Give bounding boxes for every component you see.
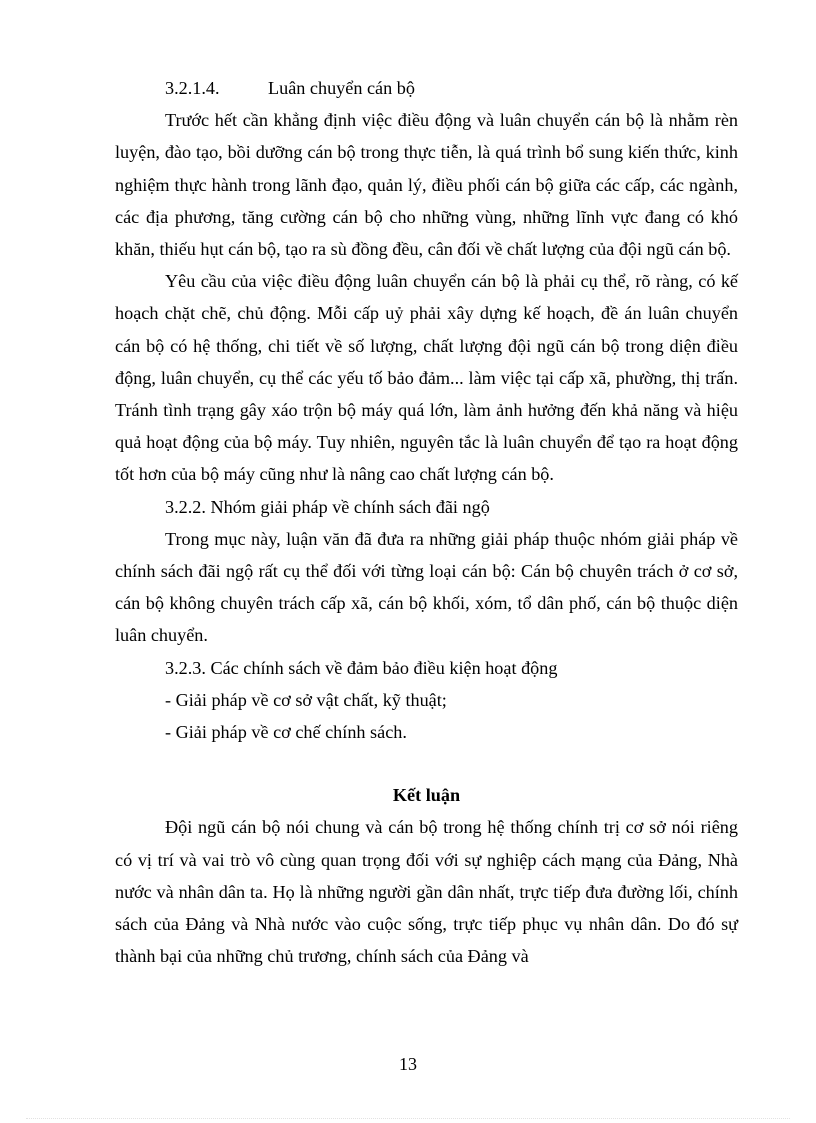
section-title: Luân chuyển cán bộ	[268, 78, 415, 98]
bullet-item: - Giải pháp về cơ chế chính sách.	[165, 722, 407, 743]
section-heading-3-2-1-4	[115, 72, 738, 104]
page-body	[115, 72, 738, 972]
bullet-item: - Giải pháp về cơ sở vật chất, kỹ thuật;	[165, 689, 447, 710]
paragraph-rotation-purpose: Trước hết cần khẳng định việc điều động và luân chuyển cán bộ là nhằm rèn luyện, đào tạo, bồi dưỡng cán bộ trong thực tiễn, là quá trình bổ sung kiến thức, kinh nghiệm thực hành trong lãnh đạo, quản lý, điều phối cán bộ giữa các cấp, các ngành, các địa phương, tăng cường cán bộ cho những vùng, những lĩnh vực đang có khó khăn, thiếu hụt cán bộ, tạo ra sù đồng đều, cân đối về chất lượng của đội ngũ cán bộ.	[115, 110, 738, 260]
conclusion-title: Kết luận	[392, 785, 461, 806]
page-number: 13	[399, 1054, 417, 1074]
section-heading-3-2-3: 3.2.3. Các chính sách về đảm bảo điều kiện hoạt động	[165, 657, 558, 678]
paragraph-remuneration-policy: Trong mục này, luận văn đã đưa ra những giải pháp thuộc nhóm giải pháp về chính sách đãi ngộ rất cụ thể đối với từng loại cán bộ: Cán bộ chuyên trách ở cơ sở, cán bộ không chuyên trách cấp xã, cán bộ khối, xóm, tổ dân phố, cán bộ thuộc diện luân chuyển.	[115, 528, 738, 646]
paragraph-conclusion: Đội ngũ cán bộ nói chung và cán bộ trong hệ thống chính trị cơ sở nói riêng có vị trí và vai trò vô cùng quan trọng đối với sự nghiệp cách mạng của Đảng, Nhà nước và nhân dân ta. Họ là những người gần dân nhất, trực tiếp đưa đường lối, chính sách của Đảng và Nhà nước vào cuộc sống, trực tiếp phục vụ nhân dân. Do đó sự thành bại của những chủ trương, chính sách của Đảng và	[115, 817, 738, 967]
page-bottom-divider	[26, 1118, 790, 1119]
section-heading-3-2-2: 3.2.2. Nhóm giải pháp về chính sách đãi ngộ	[165, 496, 490, 517]
section-number: 3.2.1.4.	[165, 78, 220, 98]
paragraph-rotation-requirements: Yêu cầu của việc điều động luân chuyển cán bộ là phải cụ thể, rõ ràng, có kế hoạch chặt chẽ, chủ động. Mỗi cấp uỷ phải xây dựng kế hoạch, đề án luân chuyển cán bộ có hệ thống, chi tiết về số lượng, chất lượng đội ngũ cán bộ trong diện điều động, luân chuyển, cụ thể các yếu tố bảo đảm... làm việc tại cấp xã, phường, thị trấn. Tránh tình trạng gây xáo trộn bộ máy quá lớn, làm ảnh hưởng đến khả năng và hiệu quả hoạt động của bộ máy. Tuy nhiên, nguyên tắc là luân chuyển để tạo ra hoạt động tốt hơn của bộ máy cũng như là nâng cao chất lượng cán bộ.	[115, 271, 738, 485]
